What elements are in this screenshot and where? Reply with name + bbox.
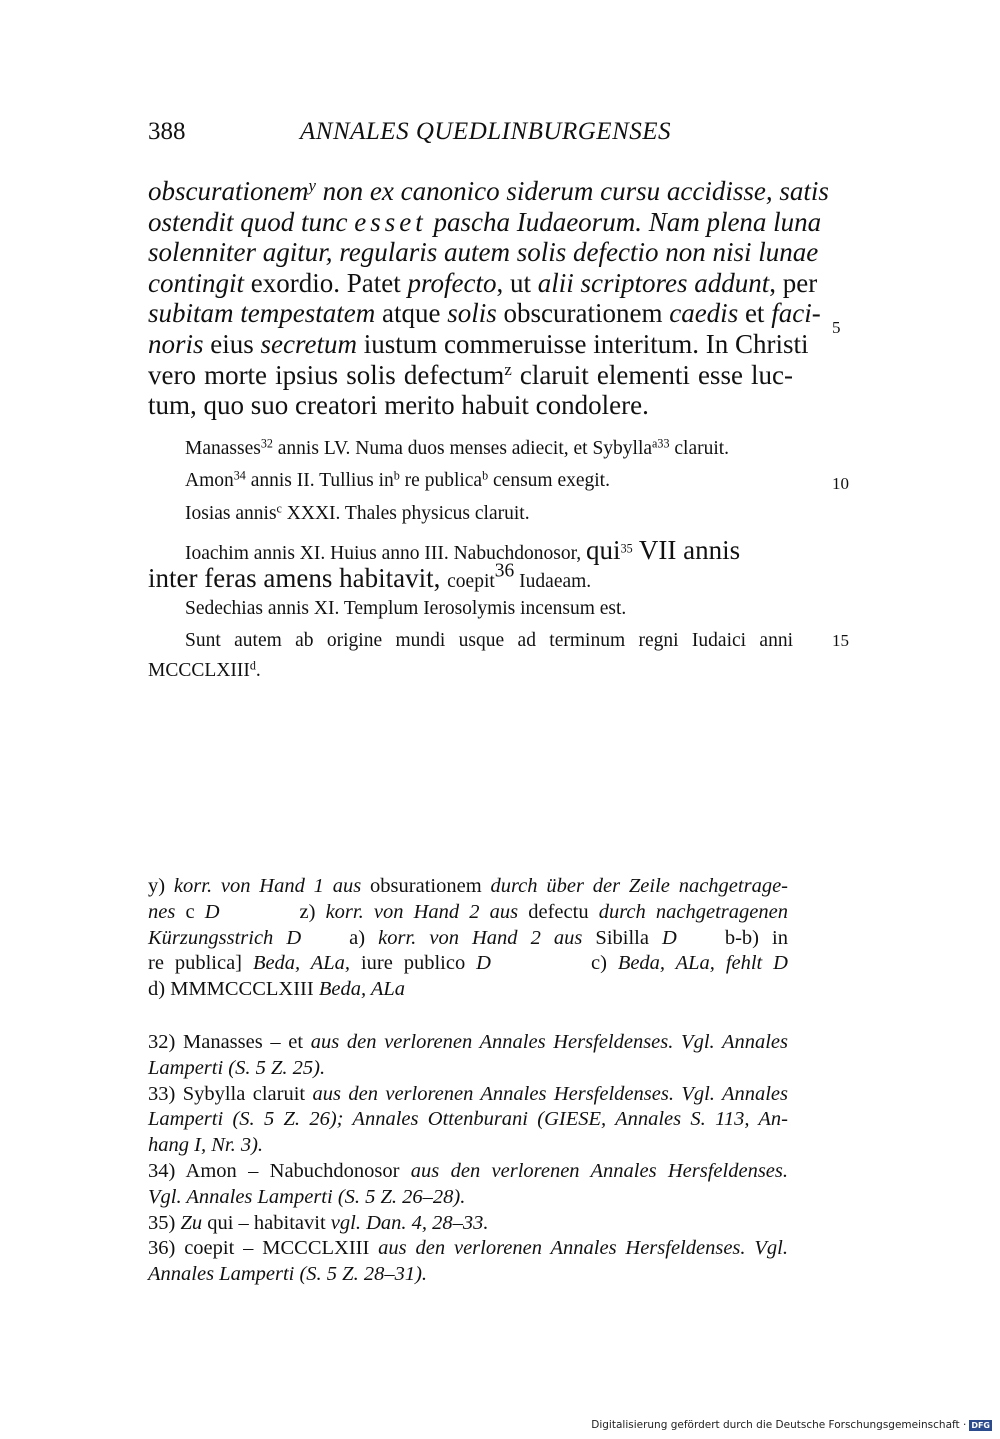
apparatus-line: Kürzungsstrich D a) korr. von Hand 2 aus Sibilla D b-b) in xyxy=(148,926,788,949)
entry-total: MCCCLXIII$^d$. xyxy=(148,658,261,681)
source-notes xyxy=(148,1030,788,1288)
entry-manasses: Manasses$^{32}$ annis LV. Numa duos menses adiecit, et Sybylla$^{a33}$ claruit. xyxy=(185,436,730,459)
note-line: 32) Manasses – et aus den verlorenen Annales Hersfeldenses. Vgl. Annales xyxy=(148,1031,788,1053)
digitization-credit xyxy=(591,1419,992,1431)
text-line: tum, quo suo creatori merito habuit condolere. xyxy=(148,390,649,421)
note-line: Annales Lamperti (S. 5 Z. 28–31). xyxy=(148,1263,428,1286)
credit-text: Digitalisierung gefördert durch die Deutsche Forschungsgemeinschaft · xyxy=(591,1419,967,1431)
entry-inter-feras: inter feras amens habitavit, coepit36 Iudaeam. xyxy=(148,560,592,593)
note-line: hang I, Nr. 3). xyxy=(148,1134,264,1157)
main-text xyxy=(148,175,829,421)
note-line: 35) Zu qui – habitavit vgl. Dan. 4, 28–33. xyxy=(148,1211,489,1234)
page-number: 388 xyxy=(148,118,186,145)
note-line: Vgl. Annales Lamperti (S. 5 Z. 26–28). xyxy=(148,1185,466,1208)
dfg-logo: DFG xyxy=(971,1420,990,1430)
critical-apparatus xyxy=(148,874,788,1003)
line-number-10: 10 xyxy=(832,474,849,493)
apparatus-line: d) MMMCCCLXIII Beda, ALa xyxy=(148,978,406,1001)
running-head xyxy=(148,118,808,158)
entry-amon: Amon$^{34}$ annis II. Tullius $in^b$ re publica$^b$ censum exegit. xyxy=(185,468,610,491)
text-line: obscurationem$^y$ non ex canonico siderum cursu accidisse, satis xyxy=(148,175,829,206)
text-line: noris eius secretum iustum commeruisse interitum. In Christi xyxy=(148,328,809,359)
note-line: Lamperti (S. 5 Z. 25). xyxy=(148,1056,326,1079)
note-line: 33) Sybylla claruit aus den verlorenen Annales Hersfeldenses. Vgl. Annales xyxy=(148,1082,788,1105)
apparatus-line: y) korr. von Hand 1 aus obsurationem durch über der Zeile nachgetrage- xyxy=(148,875,789,897)
entry-ioachim: Ioachim annis XI. Huius anno III. Nabuchdonosor, qui$^{35}$ VII annis xyxy=(185,535,741,565)
text-line: solenniter agitur, regularis autem solis defectio non nisi lunae xyxy=(148,237,819,268)
entry-sunt: Sunt autem ab origine mundi usque ad terminum regni Iudaici anni xyxy=(185,630,793,651)
entry-sedechias: Sedechias annis XI. Templum Ierosolymis incensum est. xyxy=(185,598,627,619)
apparatus-line: re publica] Beda, ALa, iure publico D c) Beda, ALa, fehlt D xyxy=(148,952,788,975)
entry-iosias: Iosias annis$^c$ XXXI. Thales physicus claruit. xyxy=(185,501,530,524)
line-number-5: 5 xyxy=(832,318,841,337)
running-title: ANNALES QUEDLINBURGENSES xyxy=(300,118,672,145)
note-line: 36) coepit – MCCCLXIII aus den verlorenen Annales Hersfeldenses. Vgl. xyxy=(148,1237,788,1260)
text-line: contingit exordio. Patet profecto, ut alii scriptores addunt, per xyxy=(148,267,818,298)
line-number-15: 15 xyxy=(832,631,849,650)
text-line: ostendit quod tunc esset pascha Iudaeorum. Nam plena luna xyxy=(148,206,822,237)
note-line: Lamperti (S. 5 Z. 26); Annales Ottenburani (GIESE, Annales S. 113, An- xyxy=(148,1108,788,1131)
apparatus-line: nes c D z) korr. von Hand 2 aus defectu durch nachgetragenen xyxy=(148,900,788,923)
note-line: 34) Amon – Nabuchdonosor aus den verlorenen Annales Hersfeldenses. xyxy=(148,1159,788,1182)
text-line: subitam tempestatem atque solis obscurationem caedis et faci- xyxy=(148,298,821,329)
text-line: vero morte ipsius solis defectum$^z$ claruit elementi esse luc- xyxy=(148,359,793,390)
